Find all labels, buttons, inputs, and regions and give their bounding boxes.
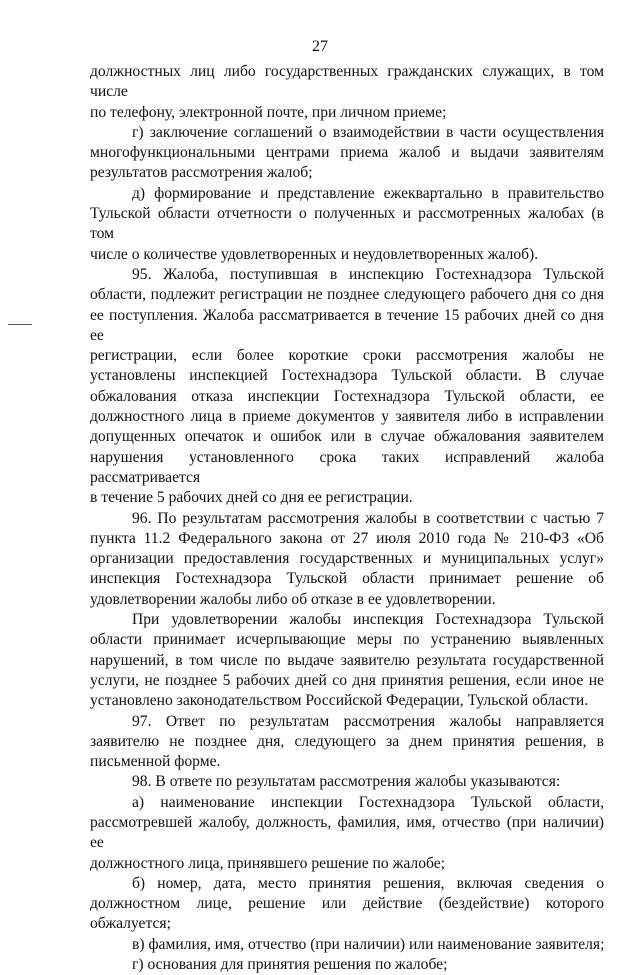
- document-body: [90, 62, 604, 975]
- text-line: 98. В ответе по результатам рассмотрения жалобы указываются:: [132, 773, 561, 791]
- text-line: многофункциональными центрами приема жалоб и выдачи заявителям: [90, 144, 604, 162]
- text-line: заявителю не позднее дня, следующего за днем принятия решения, в: [90, 732, 604, 750]
- text-line: инспекция Гостехнадзора Тульской области принимает решение об: [90, 570, 604, 588]
- text-line: должностного лица в приеме документов у заявителя либо в исправлении: [90, 408, 604, 426]
- paragraph: [90, 265, 604, 509]
- paragraph: [90, 874, 604, 935]
- text-line: допущенных опечаток и ошибок или в случае обжалования заявителем: [90, 428, 604, 446]
- paragraph: [90, 184, 604, 265]
- text-line: пункта 11.2 Федерального закона от 27 июля 2010 года № 210-ФЗ «Об: [90, 529, 604, 547]
- paragraph: [90, 62, 604, 123]
- text-line: рассмотревшей жалобу, должность, фамилия, имя, отчество (при наличии) ее: [90, 813, 604, 852]
- text-line: б) номер, дата, место принятия решения, включая сведения о: [132, 874, 604, 892]
- text-line: нарушения установленного срока таких исправлений жалоба рассматривается: [90, 448, 604, 486]
- text-line: установлены инспекцией Гостехнадзора Тульской области. В случае: [90, 367, 604, 385]
- text-line: числе о количестве удовлетворенных и неудовлетворенных жалоб).: [90, 245, 539, 263]
- paragraph: [90, 509, 604, 610]
- text-line: нарушений, в том числе по выдаче заявителю результата государственной: [90, 651, 604, 669]
- text-line: организации предоставления государственных и муниципальных услуг»: [90, 550, 604, 568]
- text-line: в) фамилия, имя, отчество (при наличии) или наименование заявителя;: [132, 935, 605, 953]
- paragraph: [90, 935, 604, 955]
- paragraph: [90, 793, 604, 874]
- text-line: должностных лиц либо государственных гражданских служащих, в том числе: [90, 63, 604, 101]
- text-line: Тульской области отчетности о полученных и рассмотренных жалобах (в том: [90, 205, 604, 243]
- text-line: области принимает исчерпывающие меры по устранению выявленных: [90, 631, 604, 649]
- text-line: ее поступления. Жалоба рассматривается в течение 15 рабочих дней со дня ее: [90, 306, 604, 344]
- text-line: 97. Ответ по результатам рассмотрения жалобы направляется: [132, 712, 604, 730]
- text-line: д) формирование и представление ежеквартально в правительство: [132, 184, 604, 202]
- paragraph: [90, 712, 604, 773]
- text-line: обжалования отказа инспекции Гостехнадзора Тульской области, ее: [90, 387, 604, 405]
- paragraph: [90, 955, 604, 975]
- text-line: При удовлетворении жалобы инспекция Гостехнадзора Тульской: [132, 611, 604, 629]
- text-line: 95. Жалоба, поступившая в инспекцию Гостехнадзора Тульской: [132, 265, 604, 283]
- text-line: письменной форме.: [90, 753, 221, 771]
- text-line: г) заключение соглашений о взаимодействии в части осуществления: [132, 123, 604, 141]
- text-line: должностном лице, решение или действие (бездействие) которого: [90, 895, 604, 913]
- text-line: регистрации, если более короткие сроки рассмотрения жалобы не: [90, 347, 604, 365]
- text-line: обжалуется;: [90, 915, 171, 933]
- text-line: г) основания для принятия решения по жалобе;: [132, 956, 448, 974]
- text-line: по телефону, электронной почте, при личном приеме;: [90, 103, 447, 121]
- text-line: а) наименование инспекции Гостехнадзора Тульской области,: [132, 793, 604, 811]
- text-line: результатов рассмотрения жалоб;: [90, 164, 313, 182]
- text-line: в течение 5 рабочих дней со дня ее регистрации.: [90, 489, 413, 507]
- paragraph: [90, 610, 604, 711]
- text-line: 96. По результатам рассмотрения жалобы в соответствии с частью 7: [132, 509, 604, 527]
- paragraph: [90, 123, 604, 184]
- text-line: удовлетворении жалобы либо об отказе в ее удовлетворении.: [90, 590, 496, 608]
- page-number: 27: [312, 38, 328, 55]
- paragraph: [90, 772, 604, 792]
- text-line: установлено законодательством Российской Федерации, Тульской области.: [90, 692, 589, 710]
- text-line: услуги, не позднее 5 рабочих дней со дня принятия решения, если иное не: [90, 671, 604, 689]
- text-line: должностного лица, принявшего решение по жалобе;: [90, 854, 445, 872]
- margin-mark: [8, 324, 32, 325]
- text-line: области, подлежит регистрации не позднее следующего рабочего дня со дня: [90, 286, 604, 304]
